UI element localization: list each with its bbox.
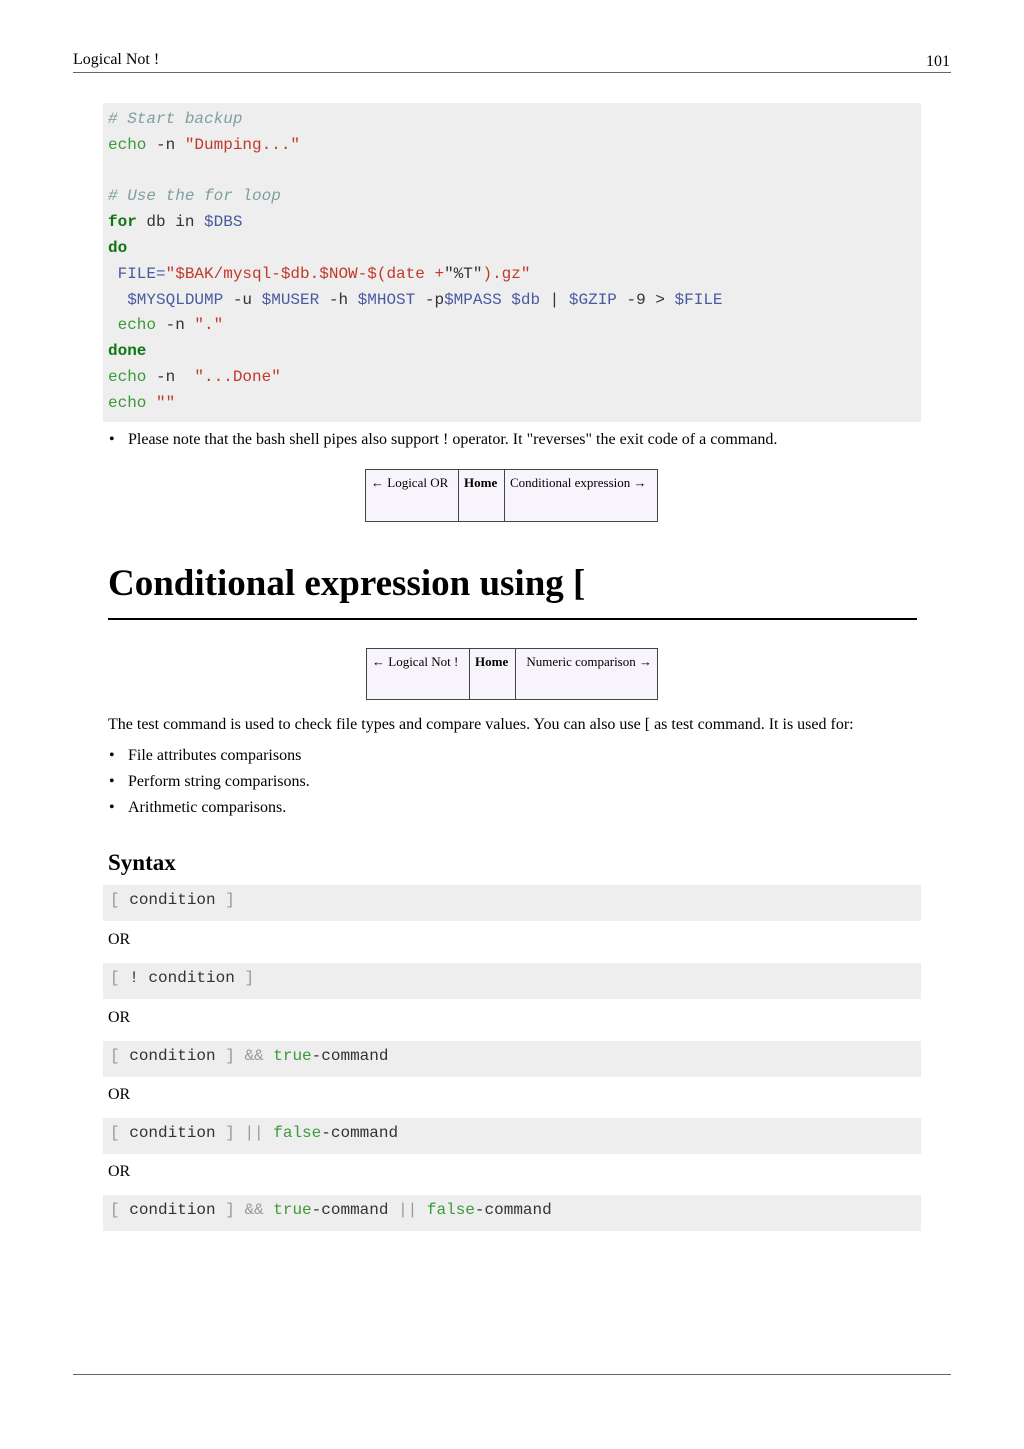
section-title-rule xyxy=(108,618,917,620)
code-token: db in xyxy=(136,213,205,232)
list-item xyxy=(109,773,310,791)
note-bullet xyxy=(109,431,777,449)
code-token: true xyxy=(273,1047,312,1065)
nav-prev-link[interactable]: ← Logical OR xyxy=(366,470,459,522)
bullet-dot: • xyxy=(109,799,115,816)
code-line xyxy=(108,365,921,391)
bullet-dot: • xyxy=(109,431,115,448)
code-token: -9 > xyxy=(616,290,675,309)
navigation-table-top xyxy=(365,469,658,522)
list-item-text: File attributes comparisons xyxy=(128,747,302,764)
code-token: -h xyxy=(319,290,358,309)
code-token: $DBS xyxy=(204,213,243,232)
or-label: OR xyxy=(108,931,131,948)
code-token: -u xyxy=(223,290,262,309)
code-token: [ xyxy=(110,1124,120,1142)
code-token: $MUSER xyxy=(261,290,320,309)
code-token xyxy=(264,1047,274,1065)
page-number: 101 xyxy=(926,53,950,70)
code-token: -command xyxy=(474,1201,552,1219)
code-token: -p xyxy=(415,290,445,309)
nav-home-link[interactable]: Home xyxy=(459,470,505,522)
navigation-table-section xyxy=(366,648,658,700)
code-line xyxy=(108,262,921,288)
syntax-heading: Syntax xyxy=(108,850,176,875)
code-token: "%T" xyxy=(444,264,483,283)
code-token: echo xyxy=(108,367,147,386)
code-token: $GZIP xyxy=(568,290,617,309)
code-token: "Dumping..." xyxy=(184,135,301,154)
code-token: condition xyxy=(119,891,226,909)
code-token: | xyxy=(540,290,569,309)
code-token: -n xyxy=(156,316,195,335)
code-line xyxy=(108,391,921,417)
code-token: ] xyxy=(244,969,255,987)
code-line xyxy=(108,159,921,185)
code-token: echo xyxy=(108,135,147,154)
code-token: ] || xyxy=(225,1124,264,1142)
or-label: OR xyxy=(108,1009,131,1026)
code-token: $MHOST xyxy=(357,290,416,309)
intro-paragraph: The test command is used to check file types and compare values. You can also use [ as test command. It is used for: xyxy=(108,716,854,733)
code-line xyxy=(108,288,921,314)
note-text: Please note that the bash shell pipes also support ! operator. It "reverses" the exit code of a command. xyxy=(128,431,778,448)
code-token xyxy=(417,1201,427,1219)
code-token: $MPASS $db xyxy=(444,290,541,309)
code-token: $FILE xyxy=(674,290,723,309)
or-label: OR xyxy=(108,1163,131,1180)
code-line xyxy=(108,184,921,210)
code-token: -command xyxy=(321,1124,399,1142)
code-token: false xyxy=(273,1124,322,1142)
code-token: -n xyxy=(146,367,195,386)
nav-prev-link[interactable]: ← Logical Not ! xyxy=(367,649,470,700)
code-token: "$BAK/mysql-$db.$NOW-$(date + xyxy=(165,264,445,283)
list-item-text: Perform string comparisons. xyxy=(128,773,310,790)
code-token: ! condition xyxy=(119,969,245,987)
code-line xyxy=(108,236,921,262)
code-token: condition xyxy=(119,1201,226,1219)
code-token: [ xyxy=(110,891,120,909)
list-item-text: Arithmetic comparisons. xyxy=(128,799,287,816)
header-rule xyxy=(73,72,951,73)
bullet-dot: • xyxy=(109,747,115,764)
or-label: OR xyxy=(108,1086,131,1103)
code-token: condition xyxy=(119,1124,226,1142)
code-token: -command xyxy=(311,1047,389,1065)
code-token: ] && xyxy=(225,1047,264,1065)
code-token: for xyxy=(108,213,137,232)
code-token: condition xyxy=(119,1047,226,1065)
code-token: "...Done" xyxy=(194,367,281,386)
syntax-snippet xyxy=(103,1118,921,1154)
code-line xyxy=(108,210,921,236)
code-token: -command xyxy=(311,1201,399,1219)
code-token xyxy=(146,394,156,412)
code-token: echo xyxy=(108,393,147,412)
code-token: "." xyxy=(194,316,224,335)
code-token: -n xyxy=(146,135,185,154)
code-token xyxy=(264,1124,274,1142)
code-token: # Use the for loop xyxy=(108,187,281,206)
code-token: [ xyxy=(110,969,120,987)
syntax-snippet xyxy=(103,885,921,921)
code-token: echo xyxy=(108,316,157,335)
code-block xyxy=(103,103,921,422)
code-token: [ xyxy=(110,1047,120,1065)
footer-rule xyxy=(73,1374,951,1375)
code-token: [ xyxy=(110,1201,120,1219)
code-token: false xyxy=(426,1201,475,1219)
code-token: # Start backup xyxy=(108,110,243,128)
code-token: || xyxy=(398,1201,418,1219)
nav-next-link[interactable]: Numeric comparison → xyxy=(516,649,658,700)
syntax-snippet xyxy=(103,1195,921,1231)
code-token: ] xyxy=(225,891,235,909)
code-token: true xyxy=(273,1201,312,1219)
code-line xyxy=(108,107,921,133)
code-token: "" xyxy=(156,393,176,412)
code-token xyxy=(264,1201,274,1219)
list-item xyxy=(109,747,301,765)
code-token: FILE= xyxy=(108,264,166,283)
syntax-snippet xyxy=(103,1041,921,1077)
nav-next-link[interactable]: Conditional expression → xyxy=(505,470,658,522)
bullet-dot: • xyxy=(109,773,115,790)
list-item xyxy=(109,799,286,817)
syntax-snippet xyxy=(103,963,921,999)
code-token: done xyxy=(108,342,147,361)
code-token: $MYSQLDUMP xyxy=(108,290,224,309)
code-line xyxy=(108,133,921,159)
running-header-title: Logical Not ! xyxy=(73,51,160,68)
code-token: do xyxy=(108,238,128,257)
section-title: Conditional expression using [ xyxy=(108,563,586,604)
code-token: ] && xyxy=(225,1201,264,1219)
code-line xyxy=(108,313,921,339)
code-line xyxy=(108,339,921,365)
code-token: ).gz" xyxy=(482,264,531,283)
nav-home-link[interactable]: Home xyxy=(470,649,516,700)
